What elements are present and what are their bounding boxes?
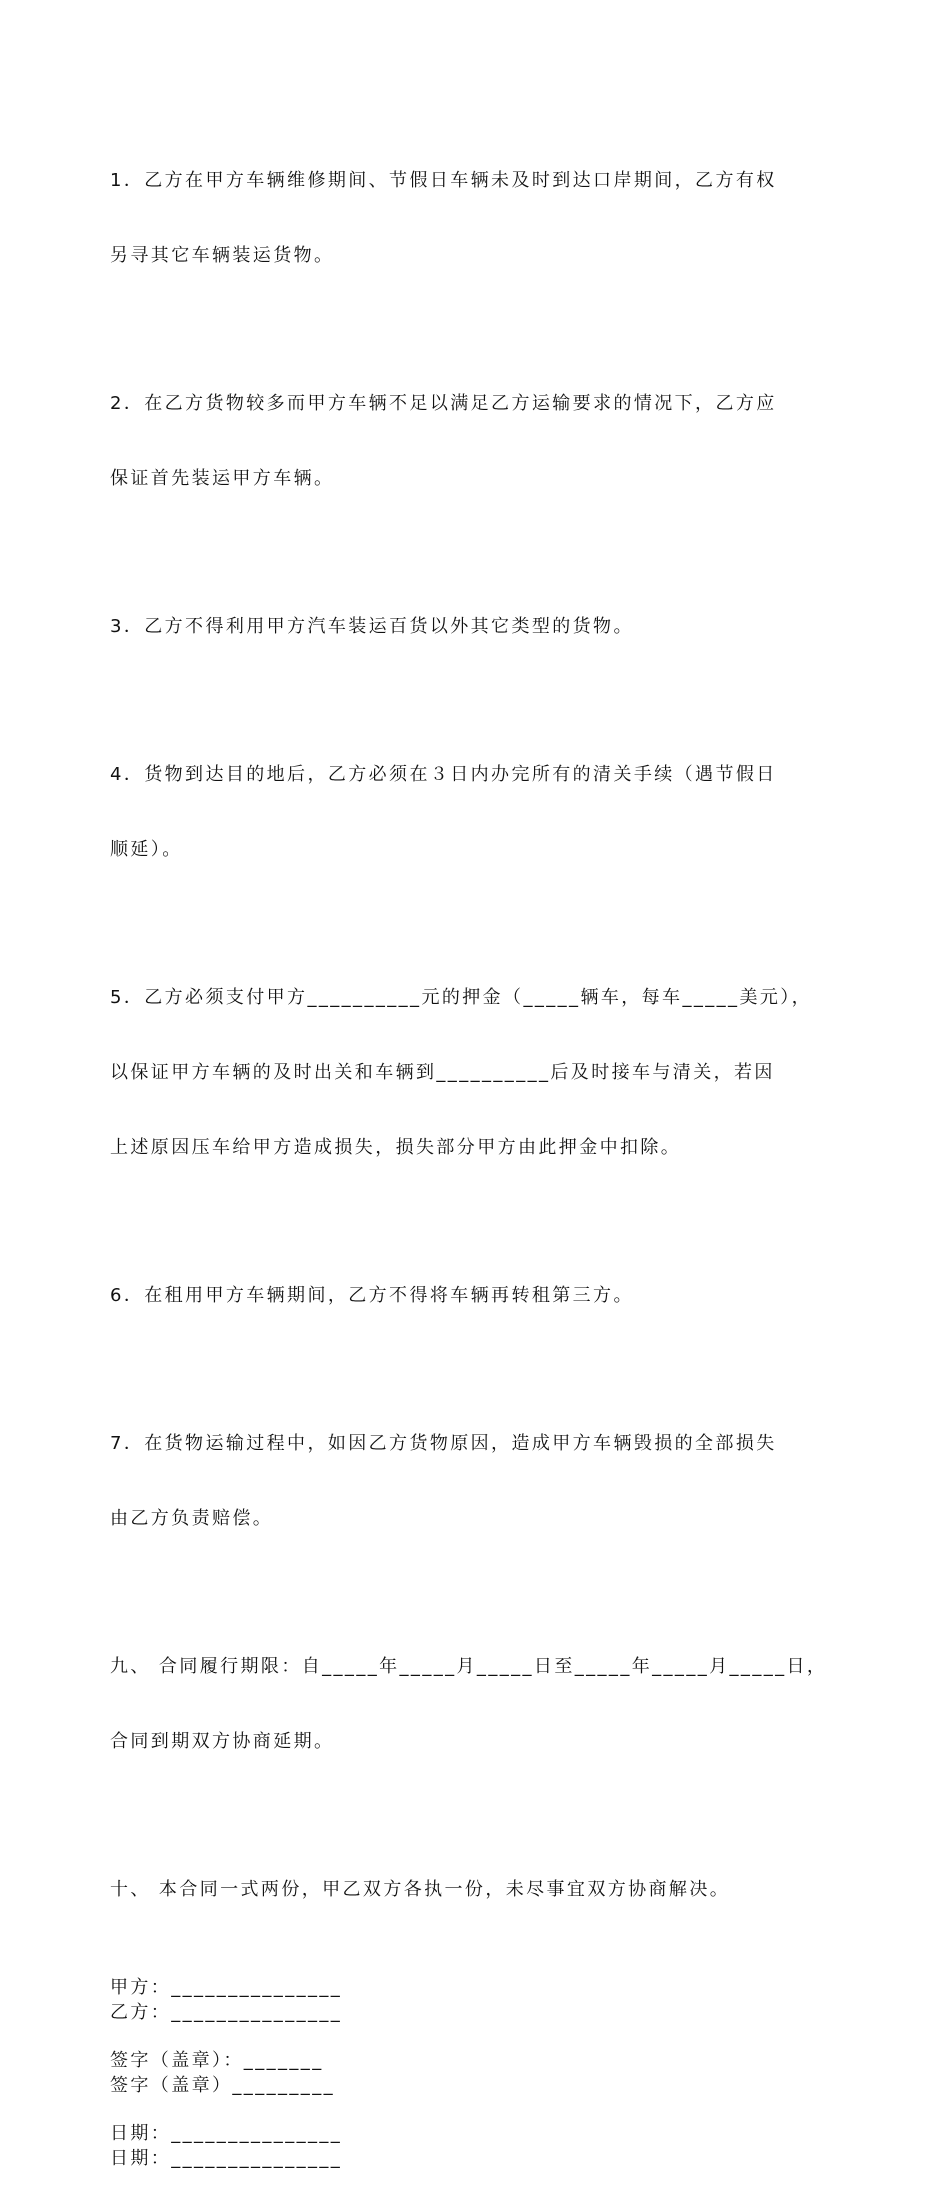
clause-5-line-3: 上述原因压车给甲方造成损失，损失部分甲方由此押金中扣除。 [110, 1137, 682, 1158]
clause-1-line-1: 1．乙方在甲方车辆维修期间、节假日车辆未及时到达口岸期间，乙方有权 [110, 170, 777, 191]
party-a-field: 甲方：_______________ [110, 1977, 343, 1998]
contract-document [110, 118, 850, 2194]
clause-6 [110, 1233, 850, 1358]
section-9-line-1: 九、 合同履行期限：自_____年_____月_____日至_____年_____月_____日， [110, 1656, 828, 1677]
clause-2-line-2: 保证首先装运甲方车辆。 [110, 468, 335, 489]
clause-5-line-2: 以保证甲方车辆的及时出关和车辆到__________后及时接车与清关，若因 [110, 1062, 775, 1083]
clause-5-line-1: 5．乙方必须支付甲方__________元的押金（_____辆车，每车_____美元）， [110, 987, 813, 1008]
clause-4-line-2: 顺延）。 [110, 839, 183, 860]
clause-3-line-1: 3．乙方不得利用甲方汽车装运百货以外其它类型的货物。 [110, 616, 634, 637]
clause-7-line-1: 7．在货物运输过程中，如因乙方货物原因，造成甲方车辆毁损的全部损失 [110, 1433, 777, 1454]
signature-b-field: 签字（盖章）_________ [110, 2075, 335, 2096]
date-a-field: 日期：_______________ [110, 2123, 343, 2144]
clause-4 [110, 712, 850, 912]
clause-1-line-2: 另寻其它车辆装运货物。 [110, 245, 335, 266]
section-10-line-1: 十、 本合同一式两份，甲乙双方各执一份，未尽事宜双方协商解决。 [110, 1879, 731, 1900]
section-9-contract-term [110, 1604, 850, 1804]
signature-block [110, 2048, 850, 2098]
section-9-line-2: 合同到期双方协商延期。 [110, 1731, 335, 1752]
clause-1 [110, 118, 850, 318]
clause-3 [110, 564, 850, 689]
signature-a-field: 签字（盖章）：_______ [110, 2050, 324, 2071]
clause-6-line-1: 6．在租用甲方车辆期间，乙方不得将车辆再转租第三方。 [110, 1285, 634, 1306]
clause-5 [110, 935, 850, 1210]
clause-2 [110, 341, 850, 541]
party-names-block [110, 1975, 850, 2025]
clause-7-line-2: 由乙方负责赔偿。 [110, 1508, 274, 1529]
party-b-field: 乙方：_______________ [110, 2002, 343, 2023]
date-b-field: 日期：_______________ [110, 2148, 343, 2169]
date-block [110, 2121, 850, 2171]
clause-2-line-1: 2．在乙方货物较多而甲方车辆不足以满足乙方运输要求的情况下，乙方应 [110, 393, 777, 414]
section-10-copies [110, 1827, 850, 1952]
clause-4-line-1: 4．货物到达目的地后，乙方必须在３日内办完所有的清关手续（遇节假日 [110, 764, 777, 785]
clause-7 [110, 1381, 850, 1581]
